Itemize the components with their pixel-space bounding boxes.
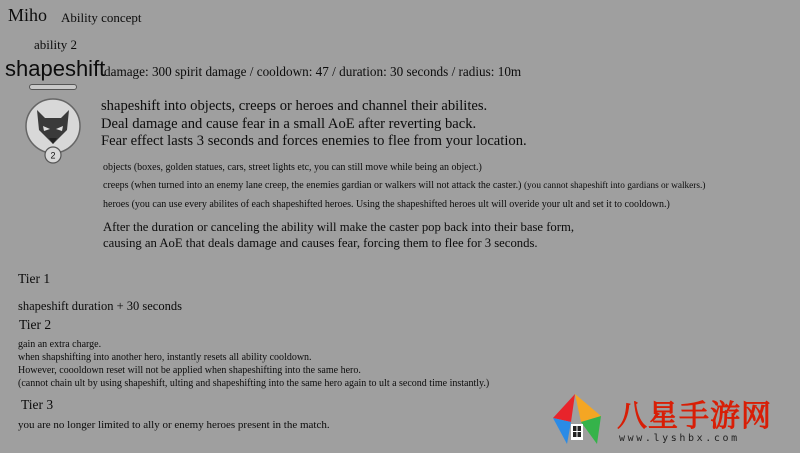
- tier-2-line: However, coooldown reset will not be applied when shapeshifting into the same hero.: [18, 365, 361, 376]
- ability-charge-bar: [29, 84, 77, 90]
- tier-2-title: Tier 2: [19, 317, 52, 332]
- note-objects: objects (boxes, golden statues, cars, street lights etc, you can still move while being an object.): [103, 162, 482, 173]
- tier-1-text: shapeshift duration + 30 seconds: [18, 299, 182, 313]
- tier-1-title: Tier 1: [18, 271, 51, 286]
- note-creeps-main: creeps (when turned into an enemy lane creep, the enemies gardian or walkers will not attack the caster.): [103, 180, 522, 191]
- watermark: [545, 388, 795, 448]
- description-line: Fear effect lasts 3 seconds and forces enemies to flee from your location.: [101, 133, 527, 149]
- fox-mask-icon: [23, 96, 83, 166]
- colorful-house-logo-icon: [545, 388, 615, 448]
- tier-2-line: gain an extra charge.: [18, 339, 102, 350]
- ability-stats: damage: 300 spirit damage / cooldown: 47 / duration: 30 seconds / radius: 10m: [104, 64, 522, 79]
- ability-badge: 2: [50, 150, 56, 161]
- note-creeps-extra: (you cannot shapeshift into gardians or walkers.): [523, 181, 706, 191]
- note-creeps: [103, 180, 705, 191]
- watermark-title: 八星手游网: [617, 399, 772, 434]
- after-line: After the duration or canceling the ability will make the caster pop back into their base form,: [103, 220, 575, 234]
- after-line: causing an AoE that deals damage and causes fear, forcing them to flee for 3 seconds.: [103, 235, 538, 250]
- tier-2-line: when shapshifting into another hero, instantly resets all ability cooldown.: [18, 352, 312, 363]
- description-line: Deal damage and cause fear in a small AoE after reverting back.: [101, 115, 477, 132]
- note-heroes: heroes (you can use every abilites of each shapeshifted heroes. Using the shapeshifted heroes ult will overide your ult and set it to cooldown.): [103, 199, 670, 210]
- tier-2-text: [18, 338, 489, 390]
- hero-name: Miho: [8, 5, 48, 25]
- watermark-url: www.lyshbx.com: [619, 433, 740, 444]
- tier-3-text: you are no longer limited to ally or enemy heroes present in the match.: [18, 419, 330, 431]
- after-effect-text: [103, 220, 574, 251]
- ability-name: shapeshift: [5, 56, 106, 81]
- description-line: shapeshift into objects, creeps or heroes and channel their abilites.: [101, 98, 488, 114]
- ability-number-label: ability 2: [34, 37, 77, 52]
- tier-3-title: Tier 3: [21, 397, 54, 412]
- tier-2-line: (cannot chain ult by using shapeshift, ulting and shapeshifting into the same hero again to ult a second time instantly.): [18, 378, 490, 389]
- ability-description: [101, 98, 527, 151]
- concept-label: Ability concept: [61, 10, 142, 25]
